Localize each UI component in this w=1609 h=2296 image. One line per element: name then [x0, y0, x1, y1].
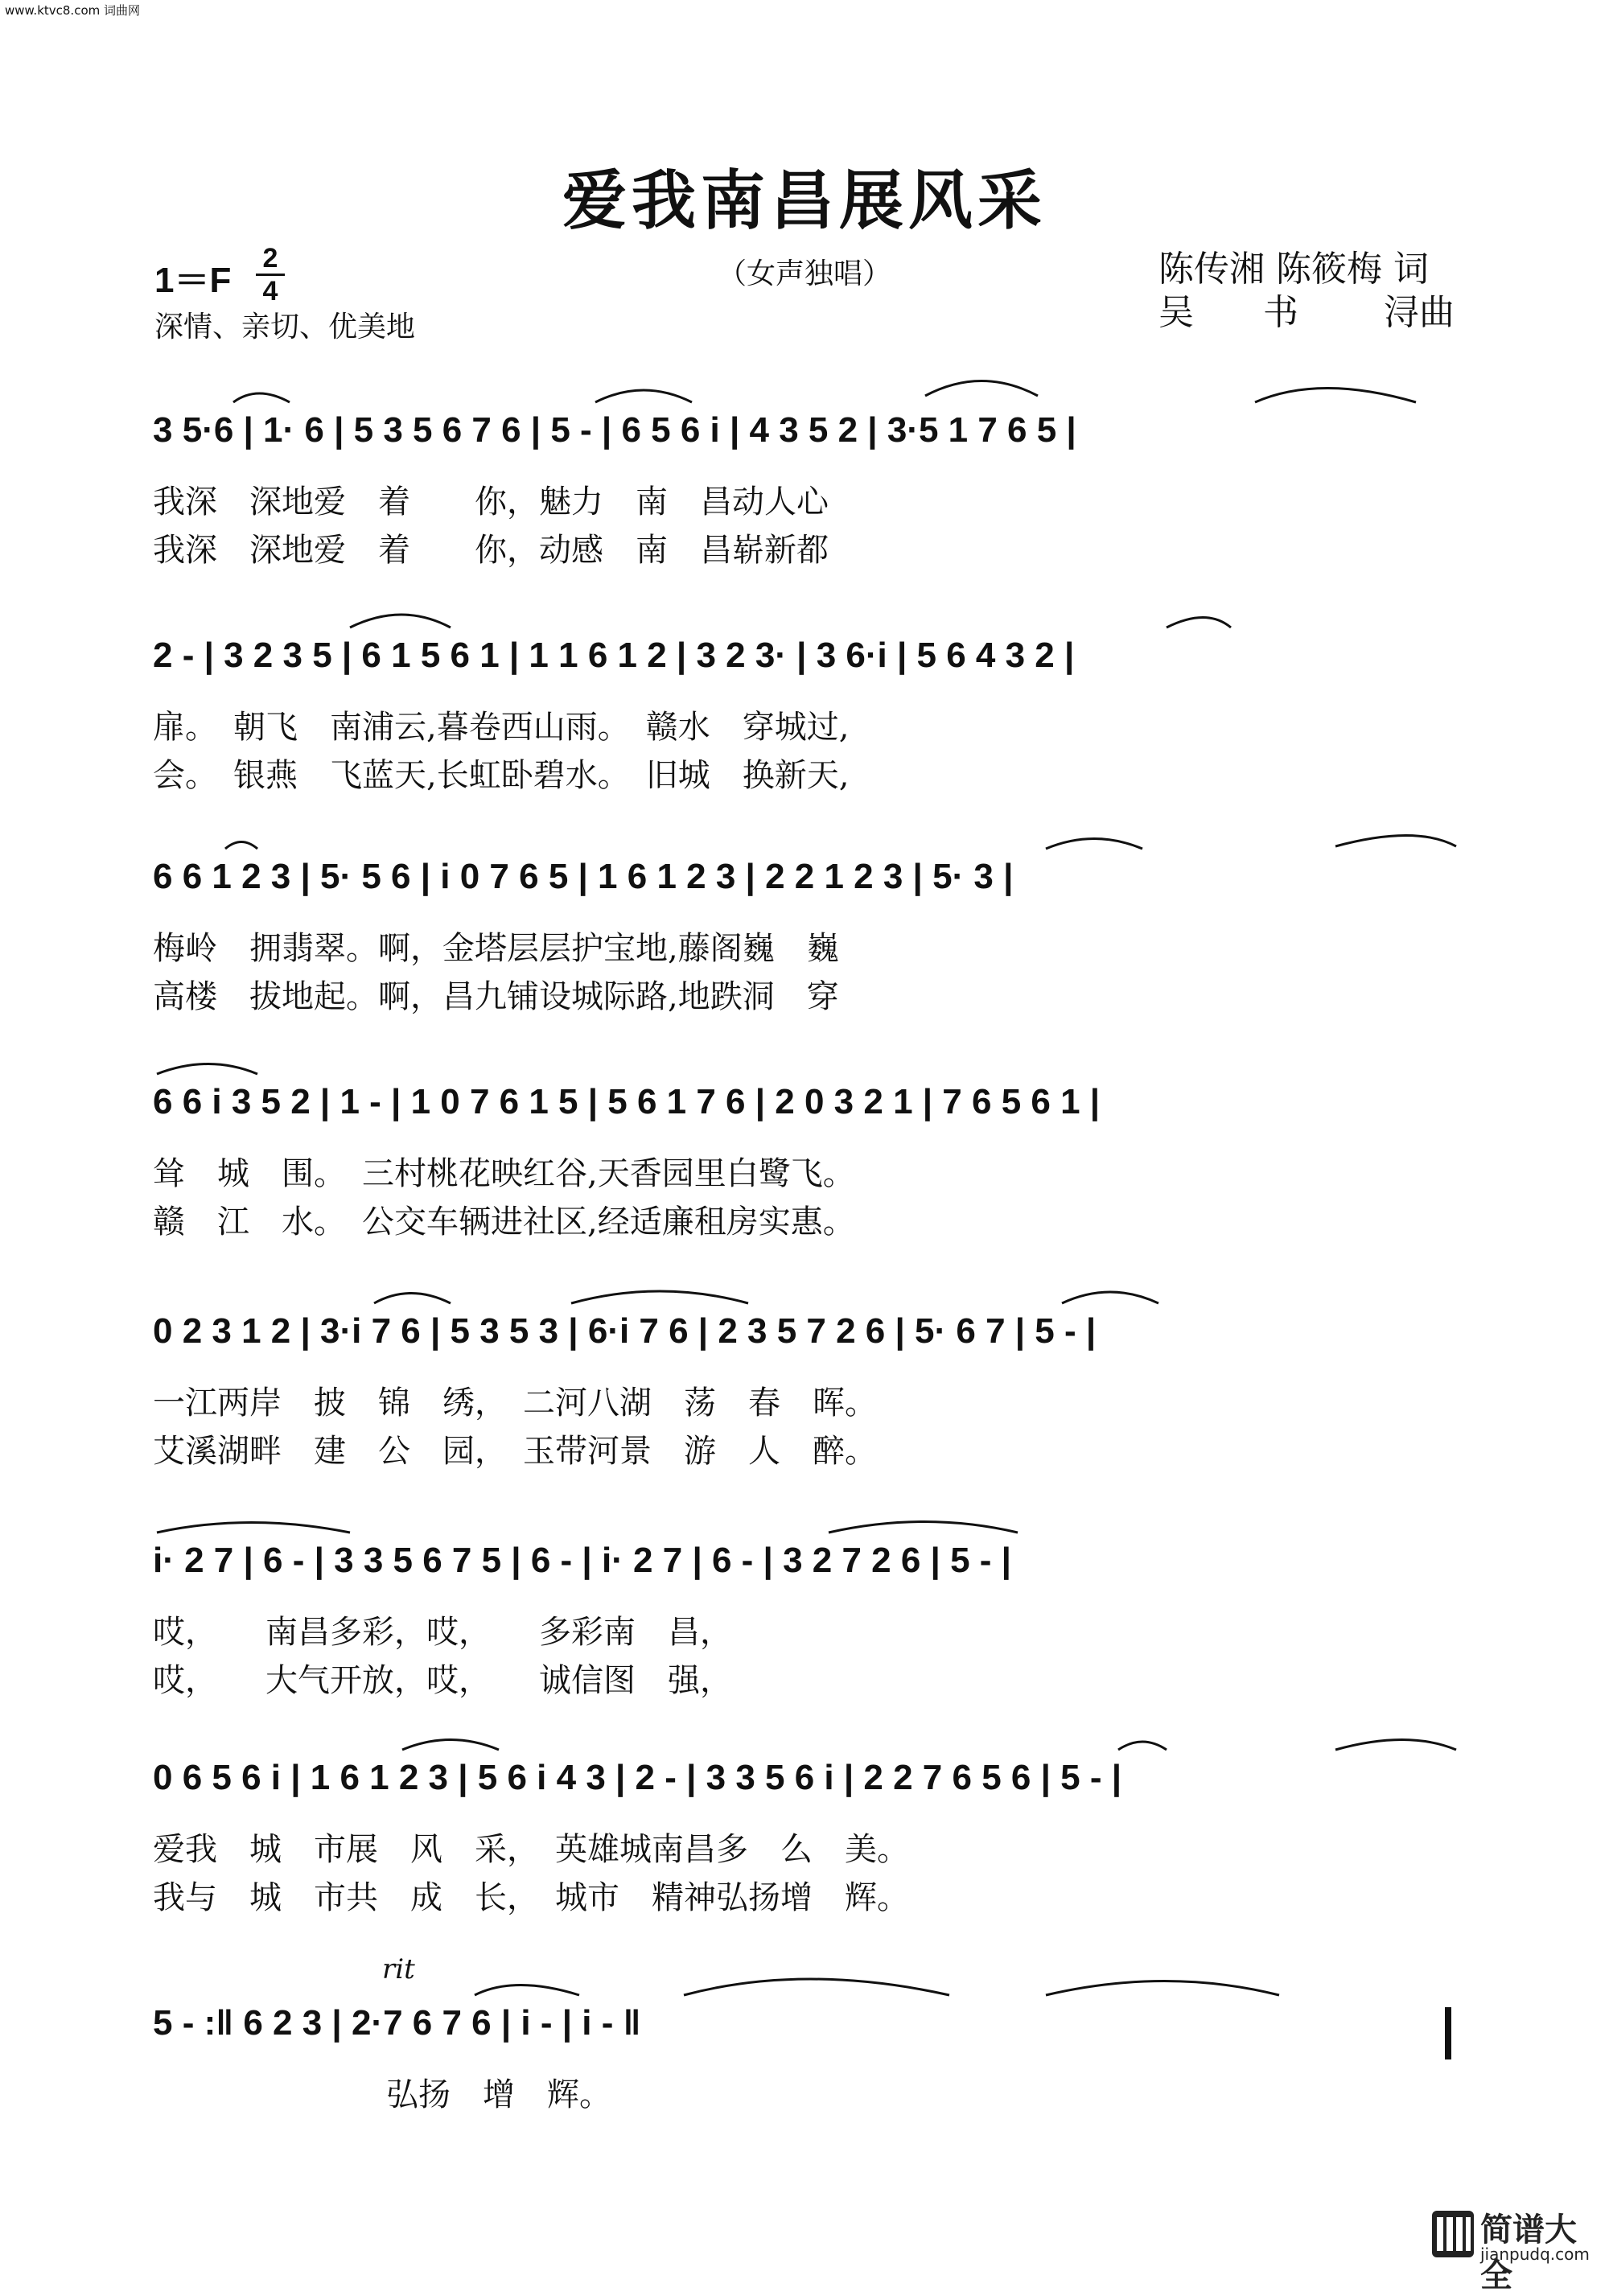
notation-line: i· 2 7 | 6 - | 3 3 5 6 7 5 | 6 - | i· 2 7 | 6 - | 3 2 7 2 6 | 5 - |	[153, 1541, 1011, 1580]
time-bottom: 4	[262, 276, 278, 307]
lyric-verse-1: 哎， 南昌多彩，哎， 多彩南 昌，	[153, 1614, 732, 1651]
composer-part: 浔曲	[1384, 292, 1455, 333]
brand-name: 简谱大全	[1480, 2212, 1577, 2294]
lyric-verse-2: 我与 城 市共 成 长， 城市 精神弘扬增 辉。	[153, 1879, 909, 1916]
lyricist-credit: 陈传湘 陈筱梅 词	[1158, 249, 1429, 290]
lyric-verse-1: 爱我 城 市展 风 采， 英雄城南昌多 么 美。	[153, 1831, 909, 1868]
composer-part: 书	[1263, 292, 1298, 333]
notation-line: 6 6 i 3 5 2 | 1 - | 1 0 7 6 1 5 | 5 6 1 7 6 | 2 0 3 2 1 | 7 6 5 6 1 |	[153, 1082, 1101, 1121]
notation-line: 5 - :‖ 6 2 3 | 2·7 6 7 6 | i - | i - ‖	[153, 2003, 641, 2043]
lyric-verse-2: 会。 银燕 飞蓝天,长虹卧碧水。 旧城 换新天,	[153, 757, 850, 794]
site-watermark: www.ktvc8.com 词曲网	[5, 3, 141, 18]
piano-icon	[1432, 2211, 1474, 2257]
notation-line: 2 - | 3 2 3 5 | 6 1 5 6 1 | 1 1 6 1 2 | 3 2 3· | 3 6·i | 5 6 4 3 2 |	[153, 636, 1075, 675]
key-signature: 1＝F	[154, 261, 232, 300]
lyric-verse-2: 赣 江 水。 公交车辆进社区,经适廉租房实惠。	[153, 1204, 855, 1241]
song-subtitle: （女声独唱）	[717, 257, 891, 290]
time-signature	[256, 245, 285, 305]
lyric-verse-2: 哎， 大气开放，哎， 诚信图 强，	[153, 1662, 732, 1699]
brand-logo	[1432, 2204, 1601, 2294]
notation-line: 0 2 3 1 2 | 3·i 7 6 | 5 3 5 3 | 6·i 7 6 | 2 3 5 7 2 6 | 5· 6 7 | 5 - |	[153, 1311, 1097, 1351]
lyric-verse-1: 我深 深地爱 着 你，魅力 南 昌动人心	[153, 483, 829, 521]
lyric-verse-2: 我深 深地爱 着 你，动感 南 昌崭新都	[153, 532, 829, 569]
notation-line: 6 6 1 2 3 | 5· 5 6 | i 0 7 6 5 | 1 6 1 2 3 | 2 2 1 2 3 | 5· 3 |	[153, 857, 1014, 896]
lyric-verse-1: 梅岭 拥翡翠。啊，金塔层层护宝地,藤阁巍 巍	[153, 930, 839, 967]
lyric-verse-2: 艾溪湖畔 建 公 园， 玉带河景 游 人 醉。	[153, 1433, 877, 1470]
song-title: 爱我南昌展风采	[562, 163, 1047, 238]
lyric-verse-1: 耸 城 围。 三村桃花映红谷,天香园里白鹭飞。	[153, 1155, 855, 1192]
lyric-verse-2: 高楼 拔地起。啊，昌九铺设城际路,地跌洞 穿	[153, 978, 839, 1015]
lyric-verse-1: 扉。 朝飞 南浦云,暮卷西山雨。 赣水 穿城过,	[153, 709, 850, 746]
rit-marking: rit	[382, 1953, 415, 1985]
notation-line: 3 5·6 | 1· 6 | 5 3 5 6 7 6 | 5 - | 6 5 6 i | 4 3 5 2 | 3·5 1 7 6 5 |	[153, 410, 1076, 450]
tempo-marking: 深情、亲切、优美地	[154, 311, 416, 344]
time-top: 2	[262, 243, 278, 274]
brand-url: jianpudq.com	[1480, 2245, 1590, 2264]
composer-credit	[1158, 283, 1455, 335]
lyric-verse-1: 一江两岸 披 锦 绣， 二河八湖 荡 春 晖。	[153, 1385, 877, 1422]
notation-line: 0 6 5 6 i | 1 6 1 2 3 | 5 6 i 4 3 | 2 - | 3 3 5 6 i | 2 2 7 6 5 6 | 5 - |	[153, 1758, 1122, 1797]
composer-part: 吴	[1158, 292, 1194, 333]
lyric-verse-1: 弘扬 增 辉。	[386, 2076, 611, 2113]
